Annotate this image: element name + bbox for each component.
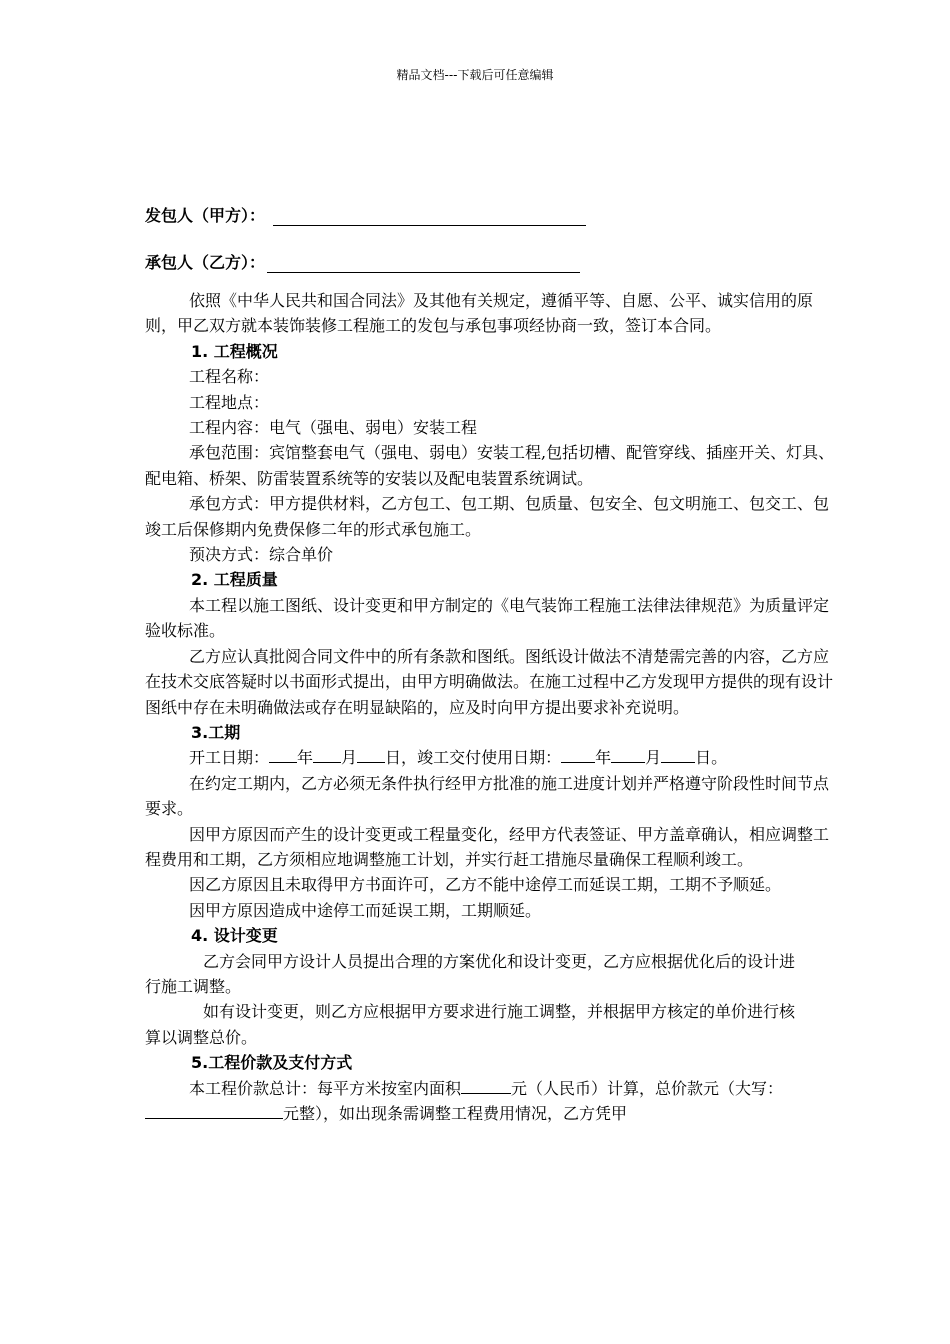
party-a-row <box>145 203 586 226</box>
design-change-paragraph-1: 乙方会同甲方设计人员提出合理的方案优化和设计变更，乙方应根据优化后的设计进行施工调整。 <box>145 951 796 996</box>
schedule-paragraph-2: 因甲方原因而产生的设计变更或工程量变化，经甲方代表签证、甲方盖章确认，相应调整工程费用和工期，乙方须相应地调整施工计划，并实行赶工措施尽量确保工程顺利竣工。 <box>145 824 830 869</box>
quality-paragraph-1: 本工程以施工图纸、设计变更和甲方制定的《电气装饰工程施工法律法律规范》为质量评定验收标准。 <box>145 595 830 641</box>
contract-method: 承包方式：甲方提供材料，乙方包工、包工期、包质量、包安全、包文明施工、包交工、包竣工后保修期内免费保修二年的形式承包施工。 <box>145 494 830 539</box>
section-4-heading: 4. 设计变更 <box>191 926 278 946</box>
schedule-dates: 开工日期： 年 月 日，竣工交付使用日期： 年 月 日。 <box>189 748 728 768</box>
intro-paragraph: 依照《中华人民共和国合同法》及其他有关规定，遵循平等、自愿、公平、诚实信用的原则，甲乙双方就本装饰装修工程施工的发包与承包事项经协商一致，签订本合同。 <box>145 291 814 336</box>
party-b-blank <box>267 254 580 273</box>
schedule-paragraph-4: 因甲方原因造成中途停工而延误工期，工期顺延。 <box>189 900 542 920</box>
contract-body <box>145 288 835 1126</box>
section-5-heading: 5.工程价款及支付方式 <box>191 1053 353 1073</box>
project-content: 工程内容：电气（强电、弱电）安装工程 <box>189 418 478 438</box>
party-a-blank <box>273 207 586 226</box>
section-3-heading: 3.工期 <box>191 722 241 742</box>
design-change-paragraph-2: 如有设计变更，则乙方应根据甲方要求进行施工调整，并根据甲方核定的单价进行核算以调整总价。 <box>145 1002 796 1047</box>
section-2-heading: 2. 工程质量 <box>191 570 278 590</box>
party-a-label: 发包人（甲方）： <box>145 206 266 225</box>
contract-scope: 承包范围：宾馆整套电气（强电、弱电）安装工程,包括切槽、配管穿线、插座开关、灯具、配电箱、桥架、防雷装置系统等的安装以及配电装置系统调试。 <box>145 443 835 488</box>
header-note: 精品文档---下载后可任意编辑 <box>396 68 554 82</box>
schedule-paragraph-1: 在约定工期内，乙方必须无条件执行经甲方批准的施工进度计划并严格遵守阶段性时间节点要求。 <box>145 773 830 819</box>
project-name: 工程名称： <box>189 367 270 387</box>
schedule-paragraph-3: 因乙方原因且未取得甲方书面许可，乙方不能中途停工而延误工期，工期不予顺延。 <box>189 875 782 895</box>
section-1-heading: 1. 工程概况 <box>191 341 278 361</box>
project-location: 工程地点： <box>189 392 270 412</box>
party-b-label: 承包人（乙方）： <box>145 253 266 272</box>
quality-paragraph-2: 乙方应认真批阅合同文件中的所有条款和图纸。图纸设计做法不清楚需完善的内容，乙方应在技术交底答疑时以书面形式提出，由甲方明确做法。在施工过程中乙方发现甲方提供的现有设计图纸中存在未明确做法或存在明显缺陷的，应及时向甲方提出要求补充说明。 <box>145 646 834 717</box>
price-paragraph: 本工程价款总计：每平方米按室内面积 元（人民币）计算，总价款元（大写：元整），如出现条需调整工程费用情况，乙方凭甲 <box>145 1076 835 1127</box>
settlement-method: 预决方式：综合单价 <box>189 545 334 565</box>
party-b-row <box>145 250 580 273</box>
